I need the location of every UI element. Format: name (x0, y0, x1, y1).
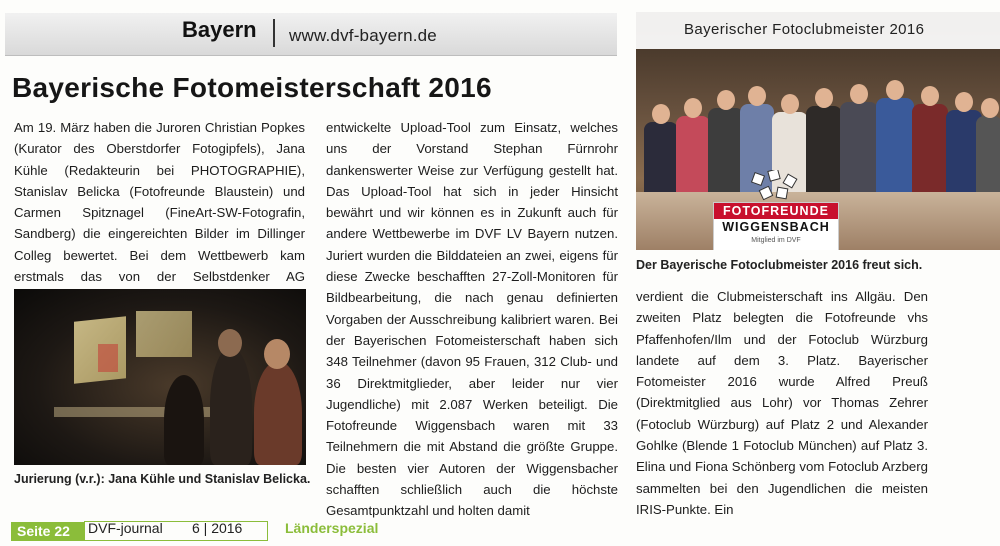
club-photo-overlay (636, 12, 1000, 49)
club-photo-overlay-text: Bayerischer Fotoclubmeister 2016 (684, 21, 925, 38)
header-region: Bayern (182, 17, 257, 42)
club-photo-caption: Der Bayerische Fotoclubmeister 2016 freut sich. (636, 258, 923, 272)
footer-section: Länderspezial (285, 520, 379, 536)
club-logo (713, 202, 839, 250)
article-column-1 (14, 117, 305, 309)
article-paragraph: verdient die Clubmeisterschaft ins Allgäu. Den zweiten Platz belegten die Fotofreunde vhs Pfaffenhofen/Ilm und der Fotoclub Würzburg landete auf dem 3. Platz. Bayerischer Fotomeister 2016 wurde Alfred Preuß (Direktmitglied aus Lohr) vor Thomas Zehrer (Fotoclub Würzburg) auf Platz 2 und Alexander Gohlke (Blende 1 Fotoclub München) auf Platz 3. Elina und Fiona Schönberg vom Fotoclub Arzberg sammelten bei den Jugendlichen die meisten IRIS-Punkte. Ein (636, 289, 928, 517)
footer-page-number: Seite 22 (11, 522, 84, 541)
club-photo (636, 12, 1000, 250)
header-url[interactable]: www.dvf-bayern.de (289, 26, 437, 45)
club-logo-bottom: WIGGENSBACH (722, 220, 830, 234)
jury-photo (14, 289, 306, 465)
article-column-2 (326, 117, 618, 522)
club-logo-graphic-icon (713, 170, 837, 202)
footer-issue: 6 | 2016 (192, 520, 243, 536)
article-paragraph: Am 19. März haben die Juroren Christian Popkes (Kurator des Oberstdorfer Fotogipfels), Jana Kühle (Redakteurin bei PHOTOGRAPHIE), Stanislav Belicka (Fotofreunde Blaustein) und Carmen Spitznagel (FineArt-SW-Fotografin, Sandberg) die eingereichten Bilder im Dillinger Colleg bewertet. Bei dem Wettbewerb kam erstmals das von der Selbstdenker AG (14, 120, 305, 285)
article-title: Bayerische Fotomeisterschaft 2016 (12, 72, 492, 103)
footer-journal-name: DVF-journal (88, 520, 163, 536)
article-column-3 (636, 286, 928, 520)
header-divider (273, 19, 275, 47)
jury-photo-caption: Jurierung (v.r.): Jana Kühle und Stanislav Belicka. (14, 472, 311, 486)
article-paragraph: entwickelte Upload-Tool zum Einsatz, welches uns der Vorstand Stephan Fürnrohr dankenswerter Weise zur Verfügung gestellt hat. Das Upload-Tool hat sich in jeder Hinsicht bewährt und wir können es in Zukunft auch für andere Wettbewerbe im DVF LV Bayern nutzen. Juriert wurden die Bilddateien an zwei, eigens für diese Zwecke beschafften 27-Zoll-Monitoren für Bildbearbeitung, die nach genau definierten Vorgaben der Ausschreibung kalibriert waren. Bei der Bayerischen Fotomeisterschaft haben sich 348 Teilnehmer (davon 95 Frauen, 312 Club- und 36 Direktmitglieder, aber leider nur vier Jugendliche) mit 2.087 Werken beteiligt. Die Fotofreunde Wiggensbach waren mit 33 Teilnehmern die mit Abstand die größte Gruppe. Die besten vier Autoren der Wiggensbacher schafften schließlich auch die höchste Gesamtpunktzahl und holten damit (326, 120, 618, 519)
club-logo-top: FOTOFREUNDE (714, 203, 838, 219)
club-logo-sub: Mitglied im DVF (751, 237, 801, 244)
